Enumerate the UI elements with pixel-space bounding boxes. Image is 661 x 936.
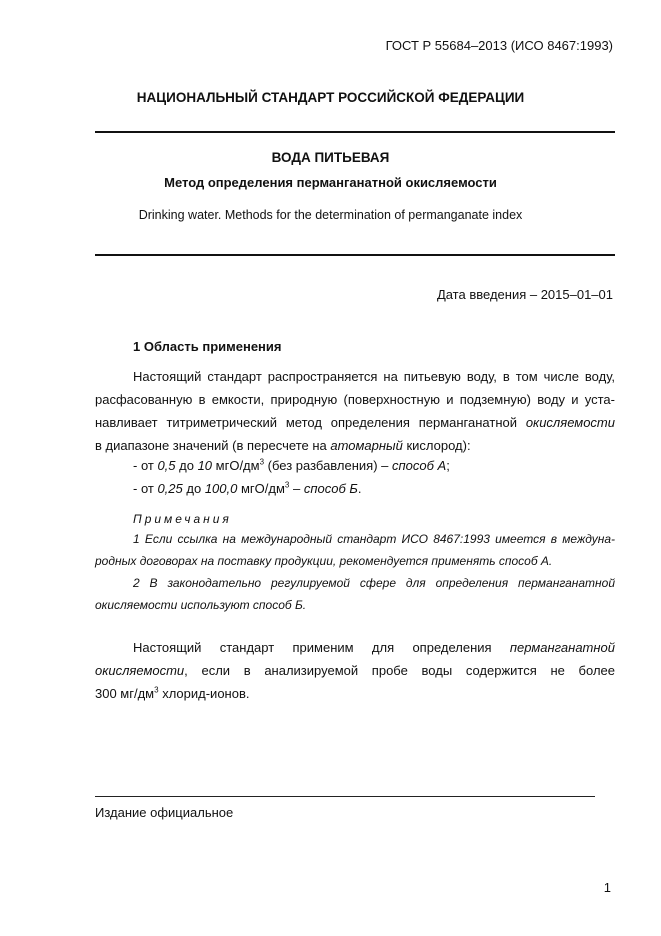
- national-standard-title: НАЦИОНАЛЬНЫЙ СТАНДАРТ РОССИЙСКОЙ ФЕДЕРАЦИИ: [136, 90, 525, 105]
- document-title: ВОДА ПИТЬЕВАЯ: [271, 150, 390, 165]
- scope-line: Настоящий стандарт распространяется на питьевую воду, в том числе воду,: [133, 369, 615, 384]
- scope-paragraph: [95, 365, 615, 457]
- footer-rule: [95, 796, 595, 797]
- note-line: родных договорах на поставку продукции, рекомендуется применять способ А.: [95, 554, 553, 568]
- top-rule: [95, 131, 615, 133]
- applicability-line: Настоящий стандарт применим для определения перманганатной: [133, 640, 615, 655]
- scope-line: в диапазоне значений (в пересчете на атомарный кислород):: [95, 438, 471, 453]
- note-line: окисляемости используют способ Б.: [95, 598, 307, 612]
- note-1: [95, 528, 615, 572]
- english-title: Drinking water. Methods for the determination of permanganate index: [138, 208, 523, 222]
- standard-code: ГОСТ Р 55684–2013 (ИСО 8467:1993): [385, 38, 613, 53]
- scope-line: расфасованную в емкости, природную (поверхностную и подземную) воду и уста-: [95, 392, 615, 407]
- introduction-date: Дата введения – 2015–01–01: [436, 287, 613, 302]
- official-edition-label: Издание официальное: [95, 805, 234, 820]
- applicability-line: 300 $мг/дм^3$ хлорид-ионов.: [95, 685, 250, 701]
- document-subtitle: Метод определения перманганатной окисляемости: [164, 175, 497, 190]
- note-2: [95, 572, 615, 616]
- note-line: 2 В законодательно регулируемой сфере для определения перманганатной: [133, 576, 615, 590]
- notes-heading: Примечания: [133, 512, 232, 526]
- section-heading: 1 Область применения: [133, 339, 282, 354]
- method-b-bullet: - от 0,25 до 100,0 мгО/$дм^3$ – способ Б.: [133, 480, 362, 496]
- applicability-line: окисляемости, если в анализируемой пробе воды содержится не более: [95, 663, 615, 678]
- page-number: 1: [603, 880, 611, 895]
- bottom-title-rule: [95, 254, 615, 256]
- note-line: 1 Если ссылка на международный стандарт ИСО 8467:1993 имеется в междуна-: [133, 532, 615, 546]
- method-a-bullet: - от 0,5 до 10 мгО/$дм^3$ (без разбавления) – способ А;: [133, 457, 450, 473]
- scope-line: навливает титриметрический метод определения перманганатной окисляемости: [95, 415, 615, 430]
- applicability-paragraph: [95, 636, 615, 705]
